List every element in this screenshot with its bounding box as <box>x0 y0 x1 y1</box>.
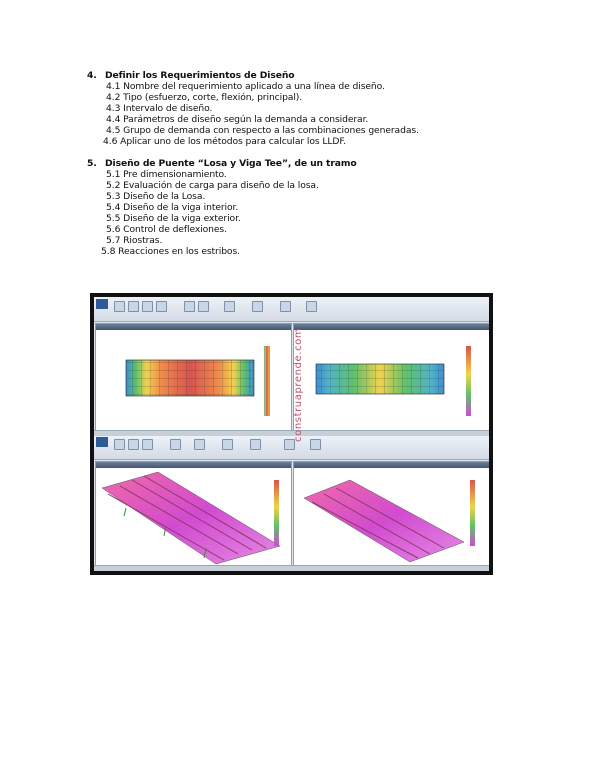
view-pane-plan-right <box>293 323 489 433</box>
app-menu-icon <box>96 437 108 447</box>
list-item: 4.5 Grupo de demanda con respecto a las combinaciones generadas. <box>106 125 419 136</box>
tool-icon <box>142 439 153 450</box>
tool-icon <box>114 301 125 312</box>
section-5-title: Diseño de Puente “Losa y Viga Tee”, de un tramo <box>105 158 357 169</box>
tool-icon <box>170 439 181 450</box>
list-item: 4.3 Intervalo de diseño. <box>106 103 213 114</box>
tool-icon <box>252 301 263 312</box>
tool-icon <box>156 301 167 312</box>
section-5-number: 5. <box>87 158 97 169</box>
bridge-3d-plot <box>96 468 291 568</box>
tool-icon <box>250 439 261 450</box>
list-item: 5.4 Diseño de la viga interior. <box>106 202 239 213</box>
tool-icon <box>222 439 233 450</box>
list-item: 5.7 Riostras. <box>106 235 163 246</box>
tool-icon <box>128 301 139 312</box>
view-pane-3d-left <box>95 461 292 569</box>
tool-icon <box>184 301 195 312</box>
app-menu-icon <box>96 299 108 309</box>
list-item: 5.6 Control de deflexiones. <box>106 224 227 235</box>
section-4-heading <box>87 70 295 81</box>
section-4-title: Definir los Requerimientos de Diseño <box>105 70 295 81</box>
list-item: 5.1 Pre dimensionamiento. <box>106 169 227 180</box>
list-item: 4.4 Parámetros de diseño según la demanda a considerar. <box>106 114 369 125</box>
tool-icon <box>310 439 321 450</box>
tool-icon <box>224 301 235 312</box>
tool-icon <box>194 439 205 450</box>
status-bar <box>94 565 489 571</box>
list-item: 5.5 Diseño de la viga exterior. <box>106 213 241 224</box>
list-item: 4.2 Tipo (esfuerzo, corte, flexión, principal). <box>106 92 303 103</box>
list-item: 5.2 Evaluación de carga para diseño de la losa. <box>106 180 319 191</box>
view-pane-plan-left <box>95 323 292 433</box>
watermark <box>283 300 304 442</box>
list-item: 4.6 Aplicar uno de los métodos para calcular los LLDF. <box>103 136 346 147</box>
view-pane-3d-right <box>293 461 489 569</box>
tool-icon <box>114 439 125 450</box>
tool-icon <box>128 439 139 450</box>
list-item: 4.1 Nombre del requerimiento aplicado a una línea de diseño. <box>106 81 385 92</box>
watermark-text: construaprende.com <box>293 327 304 442</box>
list-item: 5.8 Reacciones en los estribos. <box>101 246 240 257</box>
tool-icon <box>306 301 317 312</box>
contour-plot <box>294 330 489 432</box>
section-4-number: 4. <box>87 70 97 81</box>
tool-icon <box>142 301 153 312</box>
bridge-3d-plot <box>294 468 489 568</box>
list-item: 5.3 Diseño de la Losa. <box>106 191 206 202</box>
contour-plot <box>96 330 291 432</box>
section-5-heading <box>87 158 357 169</box>
tool-icon <box>198 301 209 312</box>
